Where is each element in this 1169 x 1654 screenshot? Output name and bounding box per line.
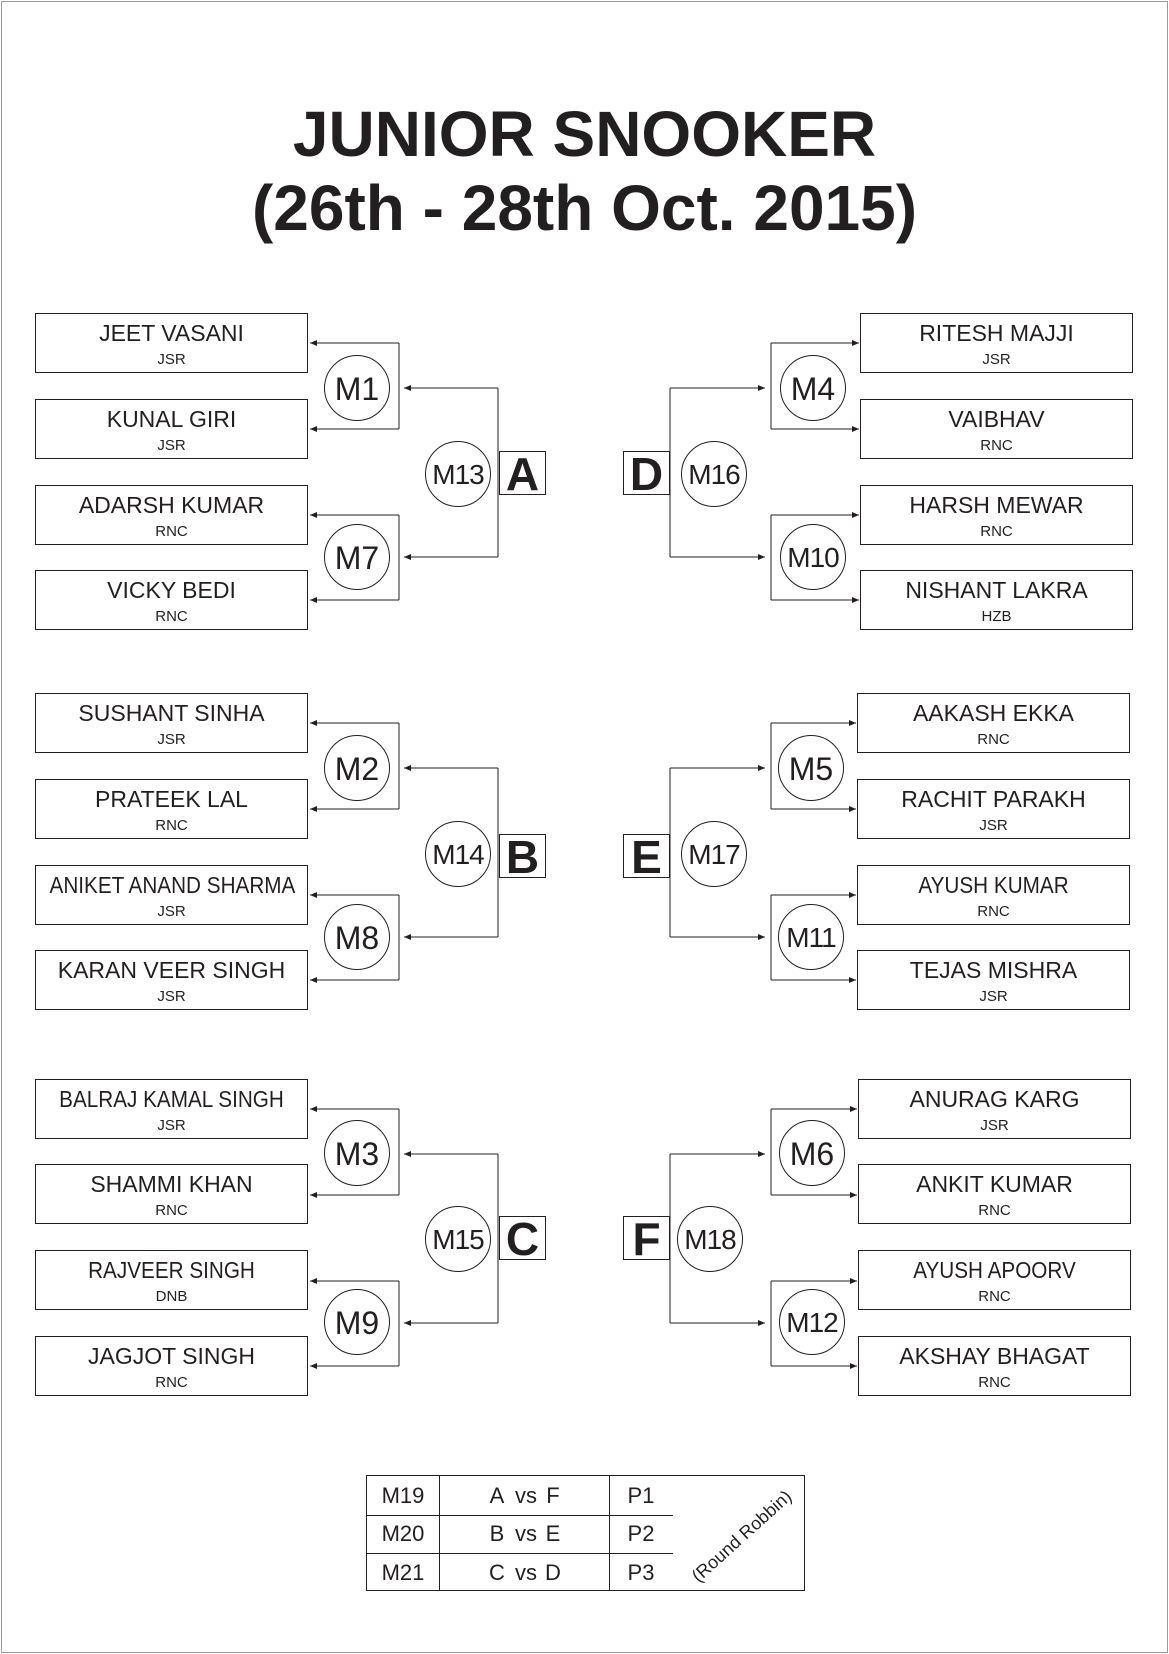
rr-vs: vs	[515, 1483, 537, 1508]
player-club: JSR	[157, 437, 186, 454]
player-name: ANURAG KARG	[909, 1086, 1080, 1112]
player-box	[860, 313, 1133, 373]
player-box	[857, 865, 1130, 925]
final-match-circle: M13	[425, 441, 491, 507]
match-circle: M7	[324, 524, 390, 590]
match-circle: M3	[324, 1120, 390, 1186]
player-club: JSR	[157, 731, 186, 748]
player-box	[860, 399, 1133, 459]
group-label: E	[623, 834, 670, 878]
player-name: VICKY BEDI	[107, 577, 236, 603]
group-label: C	[499, 1216, 546, 1260]
group-label: D	[623, 451, 670, 495]
player-club: JSR	[157, 1117, 186, 1134]
match-circle: M9	[324, 1289, 390, 1355]
player-box	[860, 570, 1133, 630]
player-box	[35, 1079, 308, 1139]
group-label: F	[623, 1216, 670, 1260]
player-name: TEJAS MISHRA	[909, 957, 1078, 983]
player-club: RNC	[977, 731, 1010, 748]
player-name: KUNAL GIRI	[106, 406, 237, 432]
player-box	[857, 779, 1130, 839]
player-box	[35, 313, 308, 373]
player-club: RNC	[978, 1202, 1011, 1219]
player-name: SHAMMI KHAN	[90, 1171, 253, 1197]
player-club: RNC	[980, 523, 1013, 540]
player-name: AAKASH EKKA	[912, 700, 1075, 726]
match-circle: M1	[324, 355, 390, 421]
player-box	[35, 570, 308, 630]
player-club: RNC	[155, 608, 188, 625]
player-box	[858, 1079, 1131, 1139]
match-circle: M4	[780, 355, 846, 421]
player-box	[35, 950, 308, 1010]
group-label: B	[499, 834, 546, 878]
player-name: NISHANT LAKRA	[905, 577, 1088, 603]
rr-match-id: M20	[381, 1521, 425, 1546]
player-name: AKSHAY BHAGAT	[899, 1343, 1090, 1369]
player-box	[35, 399, 308, 459]
player-name: HARSH MEWAR	[909, 492, 1084, 518]
player-club: RNC	[155, 523, 188, 540]
player-club: RNC	[155, 1374, 188, 1391]
player-name: JAGJOT SINGH	[88, 1343, 255, 1369]
match-circle: M2	[324, 735, 390, 801]
rr-team-a: B	[489, 1521, 505, 1546]
player-box	[35, 693, 308, 753]
player-name: BALRAJ KAMAL SINGH	[59, 1086, 284, 1112]
final-match-circle: M16	[681, 441, 747, 507]
match-circle: M12	[779, 1289, 845, 1355]
player-club: RNC	[980, 437, 1013, 454]
page-title: JUNIOR SNOOKER	[292, 98, 877, 170]
player-name: AYUSH KUMAR	[918, 872, 1069, 898]
player-club: HZB	[981, 608, 1012, 625]
player-club: RNC	[977, 903, 1010, 920]
player-name: ADARSH KUMAR	[78, 492, 265, 518]
player-club: JSR	[157, 903, 186, 920]
player-box	[858, 1164, 1131, 1224]
rr-team-b: F	[546, 1483, 560, 1508]
player-club: DNB	[155, 1288, 188, 1305]
player-name: RITESH MAJJI	[919, 320, 1074, 346]
rr-match-id: M19	[381, 1483, 425, 1508]
player-box	[35, 1336, 308, 1396]
player-name: RACHIT PARAKH	[901, 786, 1086, 812]
player-box	[860, 485, 1133, 545]
player-name: KARAN VEER SINGH	[57, 957, 286, 983]
rr-position: P2	[627, 1521, 655, 1546]
rr-position: P3	[627, 1560, 655, 1585]
player-name: ANKIT KUMAR	[916, 1171, 1073, 1197]
player-club: JSR	[157, 988, 186, 1005]
rr-team-a: C	[489, 1560, 505, 1585]
player-box	[35, 485, 308, 545]
player-name: ANIKET ANAND SHARMA	[49, 872, 296, 898]
final-match-circle: M17	[681, 821, 747, 887]
match-circle: M5	[778, 735, 844, 801]
player-club: RNC	[155, 817, 188, 834]
player-club: JSR	[979, 988, 1008, 1005]
group-label: A	[499, 451, 546, 495]
player-club: RNC	[155, 1202, 188, 1219]
match-circle: M8	[324, 904, 390, 970]
final-match-circle: M14	[425, 821, 491, 887]
final-match-circle: M15	[425, 1206, 491, 1272]
player-box	[35, 1250, 308, 1310]
player-name: RAJVEER SINGH	[88, 1257, 255, 1283]
rr-team-b: E	[545, 1521, 561, 1546]
player-name: AYUSH APOORV	[913, 1257, 1076, 1283]
player-box	[857, 693, 1130, 753]
player-club: JSR	[982, 351, 1011, 368]
player-box	[35, 779, 308, 839]
round-robin-table	[366, 1475, 805, 1591]
rr-team-b: D	[545, 1560, 561, 1585]
player-box	[35, 1164, 308, 1224]
rr-vs: vs	[515, 1560, 537, 1585]
rr-vs: vs	[515, 1521, 537, 1546]
event-dates: (26th - 28th Oct. 2015)	[251, 172, 918, 244]
player-box	[858, 1336, 1131, 1396]
rr-match-id: M21	[381, 1560, 425, 1585]
final-match-circle: M18	[677, 1206, 743, 1272]
rr-position: P1	[627, 1483, 655, 1508]
player-club: RNC	[978, 1288, 1011, 1305]
player-name: PRATEEK LAL	[95, 786, 248, 812]
player-box	[35, 865, 308, 925]
rr-team-a: A	[489, 1483, 505, 1508]
player-name: VAIBHAV	[948, 406, 1045, 432]
player-name: JEET VASANI	[99, 320, 244, 346]
player-name: SUSHANT SINHA	[78, 700, 265, 726]
player-club: JSR	[157, 351, 186, 368]
player-club: JSR	[979, 817, 1008, 834]
player-box	[858, 1250, 1131, 1310]
player-box	[857, 950, 1130, 1010]
round-robin-label: (Round Robbin)	[687, 1486, 796, 1587]
match-circle: M6	[779, 1120, 845, 1186]
player-club: JSR	[980, 1117, 1009, 1134]
match-circle: M11	[778, 904, 844, 970]
player-club: RNC	[978, 1374, 1011, 1391]
match-circle: M10	[780, 524, 846, 590]
